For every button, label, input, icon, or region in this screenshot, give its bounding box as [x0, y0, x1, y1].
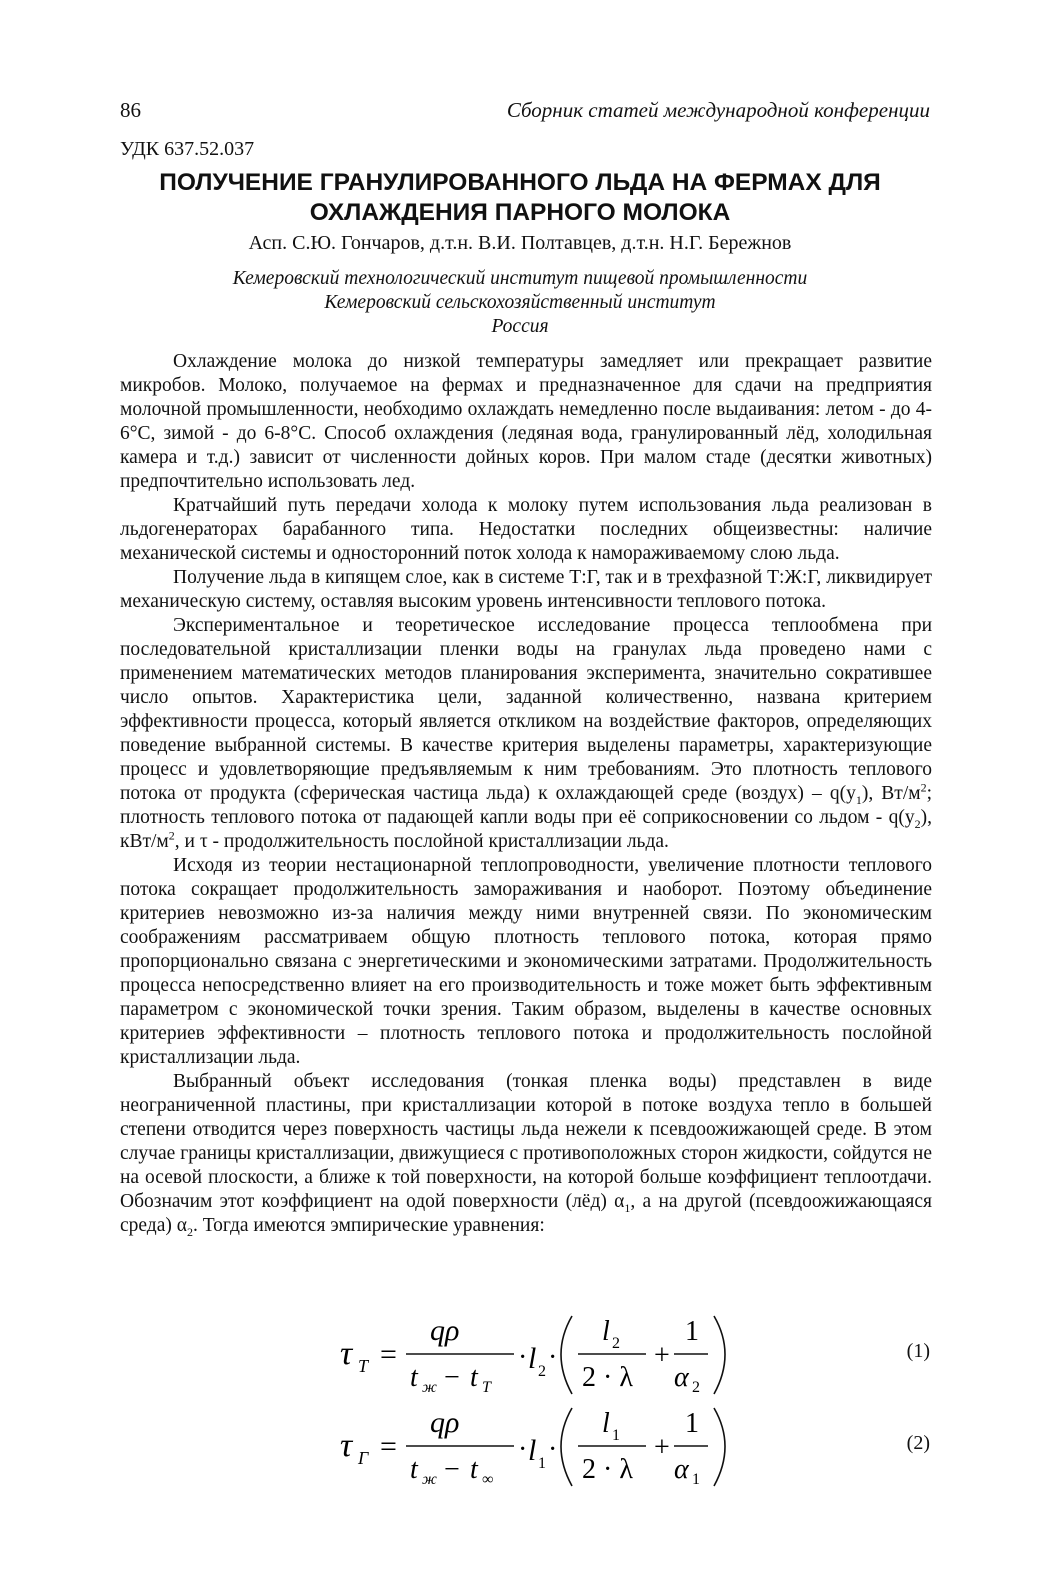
title-line: ПОЛУЧЕНИЕ ГРАНУЛИРОВАННОГО ЛЬДА НА ФЕРМАХ ДЛЯ	[159, 169, 881, 196]
title-line: ОХЛАЖДЕНИЯ ПАРНОГО МОЛОКА	[309, 199, 731, 226]
svg-text:l: l	[528, 1434, 537, 1467]
svg-text:qρ: qρ	[430, 1314, 460, 1347]
svg-text:2: 2	[692, 1379, 700, 1396]
running-title: Сборник статей международной конференции	[506, 98, 930, 122]
svg-text:t: t	[470, 1454, 478, 1485]
svg-text:l: l	[528, 1342, 537, 1375]
svg-text:=: =	[380, 1338, 397, 1371]
svg-text:−: −	[444, 1362, 460, 1393]
svg-text:1: 1	[612, 1427, 620, 1444]
svg-text:=: =	[380, 1430, 397, 1463]
affiliation-line: Кемеровский сельскохозяйственный институт	[324, 292, 716, 313]
svg-text:α: α	[674, 1454, 689, 1485]
paragraph: Исходя из теории нестационарной теплопроводности, увеличение плотности теплового потока сокращает продолжительность замораживания и наоборот. Поэтому объединение критериев невозможно из-за наличия между ними внутренней связи. По экономическим соображениям рассматриваем общую плотность теплового потока, которая прямо пропорционально связана с энергетическими и экономическими затратами. Продолжительность процесса непосредственно влияет на его производительность и тоже может быть эффективным параметром с экономической точки зрения. Таким образом, выделены в качестве основных критериев эффективности – плотность теплового потока и продолжительность послойной кристаллизации льда.	[120, 855, 932, 1068]
svg-text:1: 1	[692, 1471, 700, 1488]
affiliation-line: Кемеровский технологический институт пищевой промышленности	[232, 268, 808, 289]
svg-text:t: t	[470, 1362, 478, 1393]
paragraph: Охлаждение молока до низкой температуры замедляет или прекращает развитие микробов. Молоко, получаемое на фермах и предназначенное для сдачи на предприятия молочной промышленности, необходимо охлаждать немедленно после выдаивания: летом - до 4-6°С, зимой - до 6-8°С. Способ охлаждения (ледяная вода, гранулированный лёд, холодильная камера и т.д.) зависит от численности дойных коров. При малом стаде (десятки животных) предпочтительно использовать лед.	[120, 351, 932, 492]
svg-text:2 · λ: 2 · λ	[582, 1454, 633, 1485]
equation-number: (2)	[906, 1432, 930, 1454]
svg-text:1: 1	[538, 1455, 546, 1472]
svg-text:+: +	[654, 1340, 670, 1371]
svg-text:·: ·	[548, 1434, 558, 1465]
equation-2	[340, 1402, 930, 1490]
equation-1	[340, 1310, 930, 1398]
udc-code: УДК 637.52.037	[120, 138, 255, 160]
svg-text:2 · λ: 2 · λ	[582, 1362, 633, 1393]
svg-text:τ: τ	[340, 1427, 353, 1464]
page-header	[120, 98, 930, 128]
svg-text:l: l	[602, 1408, 610, 1439]
svg-text:ж: ж	[422, 1379, 437, 1396]
svg-text:T: T	[482, 1379, 491, 1396]
svg-text:2: 2	[538, 1363, 546, 1380]
equation-1-formula	[340, 1310, 840, 1398]
paragraph: Выбранный объект исследования (тонкая пленка воды) представлен в виде неограниченной пластины, при кристаллизации которой в потоке воздуха тепло в большей степени отводится через поверхность частицы льда нежели к псевдоожижающей среде. В этом случае границы кристаллизации, движущиеся с противоположных сторон жидкости, сойдутся не на осевой плоскости, а ближе к той поверхности, на которой больше коэффициент теплоотдачи. Обозначим этот коэффициент на одой поверхности (лёд) $\alpha_1$, а на другой (псевдоожижающаяся среда) $\alpha_2$. Тогда имеются эмпирические уравнения:	[120, 1071, 932, 1239]
svg-text:·: ·	[518, 1342, 528, 1373]
paragraph: Экспериментальное и теоретическое исследование процесса теплообмена при последовательной кристаллизации пленки воды на гранулах льда проведено нами с применением математических методов планирования эксперимента, значительно сократившее число опытов. Характеристика цели, заданной количественно, названа критерием эффективности процесса, который является откликом на воздействие факторов, определяющих поведение выбранной системы. В качестве критерия выделены параметры, характеризующие процесс и удовлетворяющие предъявляемым к ним требованиям. Это плотность теплового потока от продукта (сферическая частица льда) к охлаждающей среде (воздух) – $q(y_1)$, $Вт/м^2$; плотность теплового потока от падающей капли воды при её соприкосновении со льдом - $q(y_2)$, кВт/$м^2$, и τ - продолжительность послойной кристаллизации льда.	[120, 615, 933, 852]
svg-text:l: l	[602, 1316, 610, 1347]
svg-text:T: T	[358, 1356, 369, 1376]
paragraph: Получение льда в кипящем слое, как в системе Т:Г, так и в трехфазной Т:Ж:Г, ликвидирует механическую систему, оставляя высоким уровень интенсивности теплового потока.	[120, 567, 932, 612]
page-number: 86	[120, 98, 141, 122]
svg-text:qρ: qρ	[430, 1406, 460, 1439]
svg-text:2: 2	[612, 1335, 620, 1352]
svg-text:τ: τ	[340, 1335, 353, 1372]
equation-2-formula	[340, 1402, 840, 1490]
svg-text:+: +	[654, 1432, 670, 1463]
affiliation-country: Россия	[491, 316, 549, 337]
paragraph: Кратчайший путь передачи холода к молоку путем использования льда реализован в льдогенераторах барабанного типа. Недостатки последних общеизвестны: наличие механической системы и односторонний поток холода к намораживаемому слою льда.	[120, 495, 932, 564]
svg-text:1: 1	[685, 1408, 699, 1439]
svg-text:α: α	[674, 1362, 689, 1393]
svg-text:·: ·	[548, 1342, 558, 1373]
equation-number: (1)	[906, 1340, 930, 1362]
svg-text:t: t	[410, 1454, 418, 1485]
svg-text:∞: ∞	[482, 1471, 494, 1488]
svg-text:ж: ж	[422, 1471, 437, 1488]
svg-text:−: −	[444, 1454, 460, 1485]
svg-text:1: 1	[685, 1316, 699, 1347]
svg-text:Г: Г	[358, 1448, 369, 1468]
article-body	[120, 350, 932, 1238]
affiliations	[100, 267, 940, 339]
paper-title	[100, 168, 940, 228]
svg-text:·: ·	[518, 1434, 528, 1465]
svg-text:t: t	[410, 1362, 418, 1393]
authors: Асп. С.Ю. Гончаров, д.т.н. В.И. Полтавцев, д.т.н. Н.Г. Бережнов	[248, 232, 792, 254]
